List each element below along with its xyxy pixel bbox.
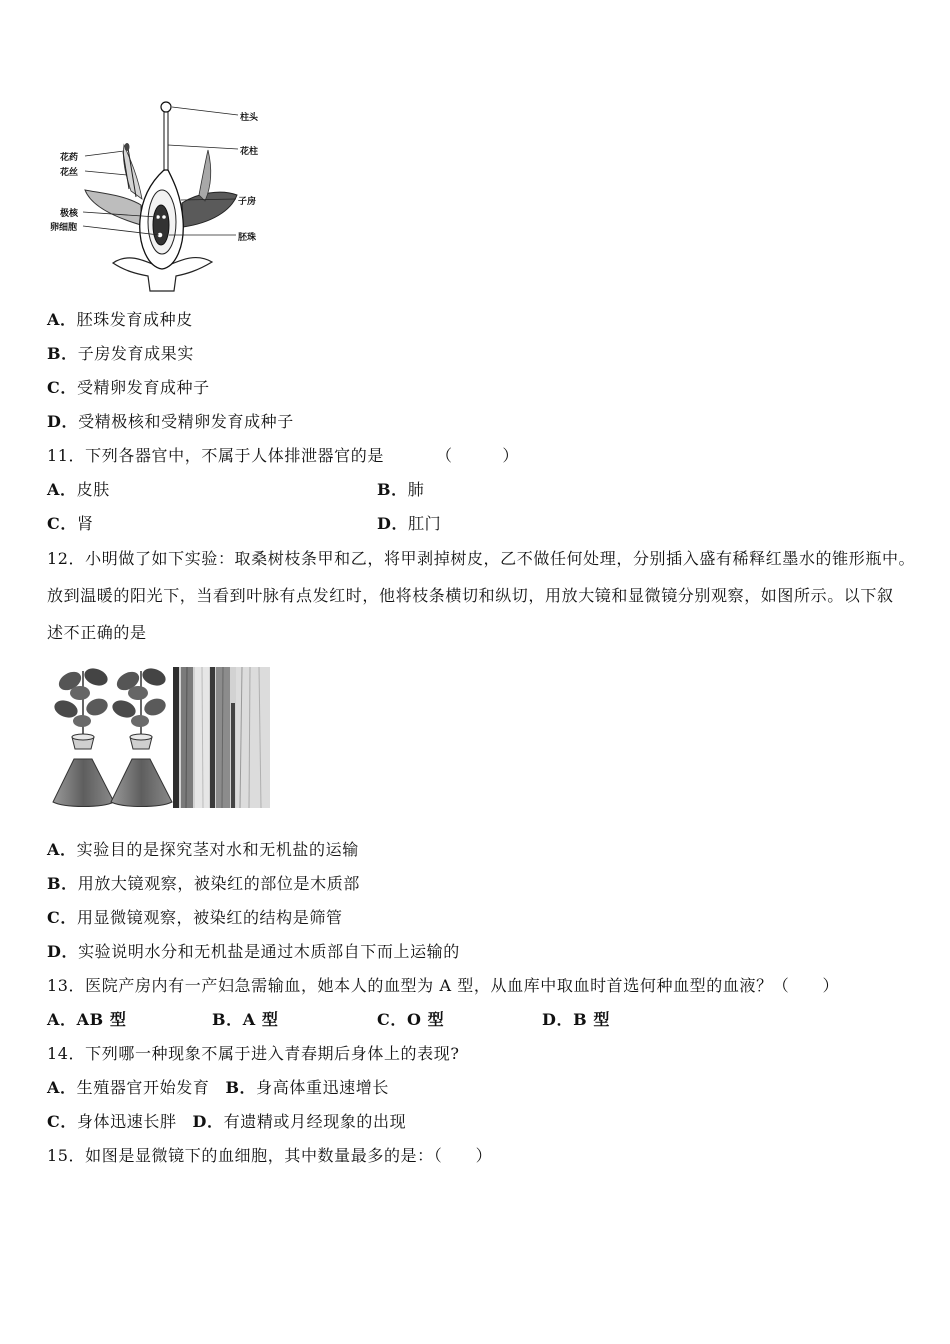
dark-band <box>210 667 215 808</box>
leaf <box>70 686 90 700</box>
answer-paren: （ ） <box>433 1146 493 1165</box>
option-text: AB 型 <box>76 1010 127 1029</box>
leaf <box>73 715 91 727</box>
option-text: 子房发育成果实 <box>77 344 194 363</box>
leaf <box>84 696 110 719</box>
question-text: 15．如图是显微镜下的血细胞，其中数量最多的是： <box>47 1146 434 1165</box>
question-text: 11．下列各器官中，不属于人体排泄器官的是 <box>47 446 384 465</box>
leader-line-style <box>168 145 238 149</box>
branch-b-setup <box>110 665 172 806</box>
option-text: 有遗精或月经现象的出现 <box>223 1112 407 1131</box>
q12-option-b <box>47 874 360 894</box>
q13-option-a <box>47 1010 127 1030</box>
option-text: O 型 <box>406 1010 445 1029</box>
leader-line-stigma <box>172 107 238 115</box>
q10-option-b <box>47 344 194 364</box>
label-polar-nuclei: 极核 <box>60 209 79 219</box>
q12-option-d <box>47 942 460 962</box>
leaf <box>82 665 110 688</box>
option-letter: D． <box>542 1010 574 1029</box>
option-letter: B． <box>212 1010 243 1029</box>
label-ovary: 子房 <box>238 197 257 207</box>
flask-stopper-top <box>72 734 94 740</box>
q12-stem-line-3: 述不正确的是 <box>47 623 147 642</box>
option-letter: A． <box>47 840 77 859</box>
option-text: 生殖器官开始发育 <box>76 1078 210 1097</box>
q13-stem <box>47 976 839 996</box>
option-letter: A． <box>47 480 77 499</box>
left-petal <box>85 190 141 225</box>
label-ovule: 胚珠 <box>238 233 257 243</box>
option-letter: D． <box>192 1112 224 1131</box>
ovule-shape <box>153 205 169 245</box>
leaf <box>140 665 168 688</box>
q15-stem <box>47 1146 492 1166</box>
q14-options-row-2 <box>47 1112 406 1132</box>
option-letter: D． <box>377 514 409 533</box>
option-letter: B． <box>47 874 78 893</box>
label-anther: 花药 <box>60 153 79 163</box>
option-text: B 型 <box>573 1010 610 1029</box>
q11-option-d <box>377 514 441 534</box>
option-letter: C． <box>47 378 77 397</box>
q12-stem-line-2: 放到温暖的阳光下，当看到叶脉有点发红时，他将枝条横切和纵切，用放大镜和显微镜分别观察，如图所示。以下叙 <box>47 586 894 605</box>
option-letter: B． <box>225 1078 257 1097</box>
option-text: 身体迅速长胖 <box>76 1112 177 1131</box>
q14-options-row-1 <box>47 1078 389 1098</box>
q14-option-d <box>193 1112 407 1131</box>
q14-stem: 14．下列哪一种现象不属于进入青春期后身体上的表现? <box>47 1044 460 1063</box>
conical-flask <box>53 759 114 807</box>
option-letter: C． <box>47 514 77 533</box>
flower-structure-diagram <box>45 95 275 300</box>
option-letter: A． <box>47 1078 77 1097</box>
right-petal <box>182 192 237 227</box>
option-letter: C． <box>47 908 77 927</box>
conical-flask <box>111 759 172 807</box>
option-text: 胚珠发育成种皮 <box>76 310 193 329</box>
q14-option-a <box>47 1078 209 1097</box>
q10-option-a <box>47 310 193 330</box>
option-text: 受精极核和受精卵发育成种子 <box>78 412 294 431</box>
q11-stem <box>47 446 519 466</box>
stem-experiment-figure <box>50 663 272 810</box>
label-style: 花柱 <box>240 147 259 157</box>
q11-option-c <box>47 514 94 534</box>
option-text: 肺 <box>407 480 425 499</box>
q13-option-d <box>542 1010 610 1030</box>
dark-band <box>231 703 235 808</box>
option-letter: C． <box>47 1112 77 1131</box>
option-letter: B． <box>47 344 78 363</box>
q10-option-c <box>47 378 210 398</box>
branch-a-setup <box>52 665 114 806</box>
q14-option-b <box>225 1078 389 1097</box>
q13-option-b <box>212 1010 279 1030</box>
label-filament: 花丝 <box>60 168 79 178</box>
q10-option-d <box>47 412 294 432</box>
polar-nucleus-2 <box>162 215 166 219</box>
option-letter: D． <box>47 942 79 961</box>
option-text: 实验说明水分和无机盐是通过木质部自下而上运输的 <box>78 942 460 961</box>
option-text: 肛门 <box>408 514 442 533</box>
leaf <box>128 686 148 700</box>
label-egg-cell: 卵细胞 <box>50 223 78 233</box>
leaf <box>142 696 168 719</box>
q11-option-b <box>377 480 424 500</box>
answer-paren: （ ） <box>435 446 519 465</box>
label-stigma: 柱头 <box>240 113 259 123</box>
option-text: 受精卵发育成种子 <box>76 378 210 397</box>
q12-stem-line-1: 12．小明做了如下实验：取桑树枝条甲和乙，将甲剥掉树皮，乙不做任何处理，分别插入盛有稀释红墨水的锥形瓶中。 <box>47 549 916 568</box>
option-text: 肾 <box>76 514 94 533</box>
q12-option-a <box>47 840 359 860</box>
q12-option-c <box>47 908 343 928</box>
option-letter: A． <box>47 310 77 329</box>
micrograph-longitudinal-section <box>173 667 270 808</box>
option-letter: D． <box>47 412 79 431</box>
option-text: 实验目的是探究茎对水和无机盐的运输 <box>76 840 359 859</box>
leader-line-filament <box>85 171 127 175</box>
stigma-shape <box>161 102 171 112</box>
anther-shape <box>125 143 130 151</box>
option-letter: B． <box>377 480 408 499</box>
option-text: 身高体重迅速增长 <box>256 1078 389 1097</box>
q13-option-c <box>377 1010 444 1030</box>
q14-option-c <box>47 1112 177 1131</box>
question-text: 13．医院产房内有一产妇急需输血，她本人的血型为 A 型，从血库中取血时首选何种血型的血液？ <box>47 976 773 995</box>
option-text: A 型 <box>242 1010 279 1029</box>
flask-stopper-top <box>130 734 152 740</box>
option-text: 皮肤 <box>76 480 110 499</box>
answer-paren: （ ） <box>772 976 840 995</box>
q11-option-a <box>47 480 110 500</box>
option-letter: A． <box>47 1010 77 1029</box>
option-text: 用显微镜观察，被染红的结构是筛管 <box>76 908 343 927</box>
option-text: 用放大镜观察，被染红的部位是木质部 <box>77 874 360 893</box>
option-letter: C． <box>377 1010 407 1029</box>
leader-line-anther <box>85 151 124 156</box>
leaf <box>131 715 149 727</box>
dark-band <box>173 667 179 808</box>
